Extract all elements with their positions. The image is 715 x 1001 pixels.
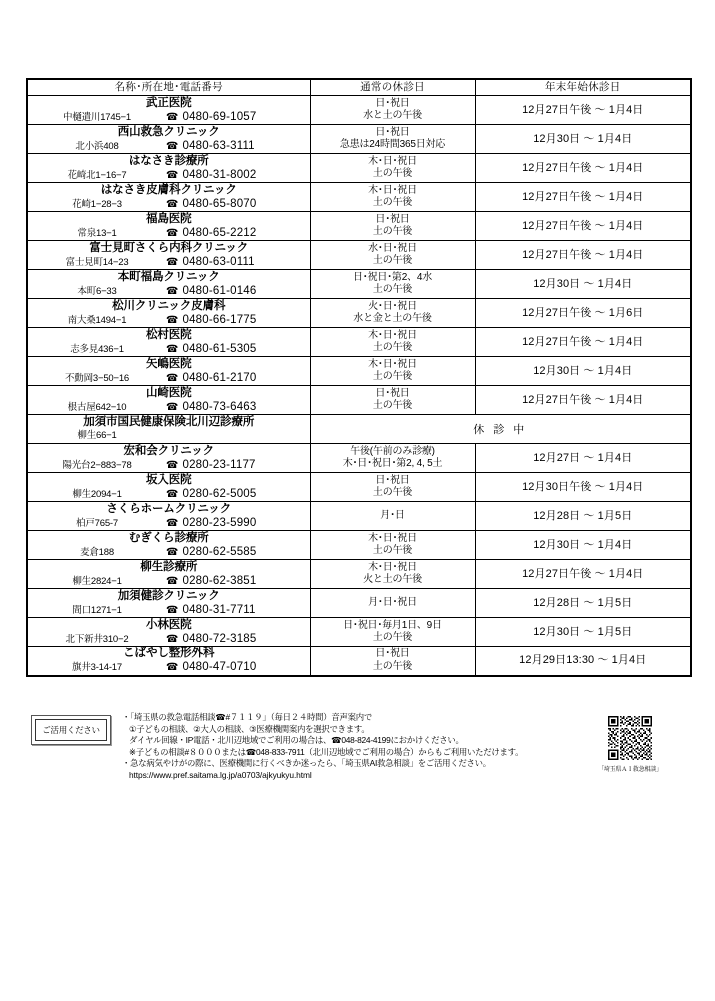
telephone-number: 0480-31-8002 [182, 168, 257, 181]
newyear-closed-cell: 12月28日 ～ 1月5日 [475, 502, 691, 531]
newyear-closed-cell: 12月30日 ～ 1月4日 [475, 531, 691, 560]
telephone-icon: ☎ [166, 575, 179, 587]
telephone-icon: ☎ [166, 343, 179, 355]
table-row [27, 531, 691, 560]
table-row [27, 589, 691, 618]
clinic-telephone[interactable] [166, 574, 257, 589]
column-header-name: 名称･所在地･電話番号 [27, 79, 310, 96]
regular-closed-line1: 火･日･祝日 [368, 300, 417, 312]
clinic-telephone[interactable] [166, 400, 257, 415]
clinic-name: 小林医院 [145, 618, 192, 631]
clinic-name-cell [27, 241, 310, 270]
clinic-address: 柳生2824−1 [72, 575, 122, 587]
telephone-number: 0480-63-3111 [182, 139, 255, 152]
telephone-number: 0280-62-3851 [182, 574, 257, 587]
telephone-number: 0280-62-5585 [182, 545, 257, 558]
table-row [27, 154, 691, 183]
clinic-schedule-table [26, 78, 692, 677]
footer-note-line: ・急な病気やけがの際に、医療機関に行くべきか迷ったら、「埼玉県AI救急相談」をご活用ください。 [122, 758, 491, 769]
table-row [27, 357, 691, 386]
qr-code-block [575, 716, 685, 773]
regular-closed-cell [310, 502, 475, 531]
clinic-name: 松村医院 [145, 328, 192, 341]
regular-closed-line2: 土の午後 [372, 371, 413, 382]
newyear-closed-cell: 12月30日 ～ 1月4日 [475, 357, 691, 386]
telephone-number: 0480-65-2212 [182, 226, 257, 239]
telephone-icon: ☎ [166, 662, 179, 674]
regular-closed-cell [310, 270, 475, 299]
clinic-name-cell [27, 183, 310, 212]
clinic-address: 柳生66−1 [77, 429, 117, 441]
telephone-icon: ☎ [166, 198, 179, 210]
clinic-address: 柳生2094−1 [72, 488, 122, 500]
footer-note-line: ・「埼玉県の救急電話相談☎#７１１９」（毎日２４時間）音声案内で [122, 712, 372, 722]
clinic-name: 武正医院 [145, 96, 192, 109]
regular-closed-line1: 日･祝日 [375, 213, 410, 225]
regular-closed-line2: 土の午後 [372, 487, 413, 498]
regular-closed-line2: 土の午後 [372, 342, 413, 353]
clinic-name-cell [27, 444, 310, 473]
telephone-icon: ☎ [166, 488, 179, 500]
use-this-callout-box [31, 715, 111, 745]
clinic-name: 柳生診療所 [140, 560, 198, 573]
clinic-address: 旗井3-14-17 [72, 662, 122, 674]
regular-closed-cell [310, 183, 475, 212]
clinic-telephone[interactable] [166, 603, 256, 618]
regular-closed-line2: 土の午後 [372, 255, 413, 266]
clinic-telephone[interactable] [166, 110, 257, 125]
regular-closed-cell [310, 560, 475, 589]
table-row [27, 212, 691, 241]
column-header-regular-closed: 通常の休診日 [310, 79, 475, 96]
table-row [27, 560, 691, 589]
clinic-address: 根古屋642−10 [67, 401, 127, 413]
qr-code-icon[interactable] [608, 716, 652, 760]
regular-closed-line1: 月･日･祝日 [368, 596, 417, 608]
clinic-name: 加須市国民健康保険北川辺診療所 [83, 415, 255, 428]
regular-closed-line2: 急患は24時間365日対応 [339, 139, 446, 150]
clinic-address-tel-line [28, 458, 310, 472]
telephone-icon: ☎ [166, 517, 179, 529]
clinic-telephone[interactable] [166, 226, 257, 241]
table-row [27, 241, 691, 270]
regular-closed-line1: 日･祝日 [375, 474, 410, 486]
newyear-closed-cell: 12月29日13:30 ～ 1月4日 [475, 647, 691, 676]
newyear-closed-cell: 12月27日午後 ～ 1月4日 [475, 183, 691, 212]
newyear-closed-cell: 12月27日午後 ～ 1月4日 [475, 241, 691, 270]
telephone-number: 0480-61-0146 [182, 284, 257, 297]
clinic-address: 中樋遣川1745−1 [63, 111, 131, 123]
table-row [27, 473, 691, 502]
clinic-address-tel-line [28, 660, 310, 674]
clinic-address-tel-line [28, 545, 310, 559]
regular-closed-cell [310, 241, 475, 270]
clinic-address-tel-line [28, 284, 310, 298]
table-row [27, 183, 691, 212]
footer-note-line: ※子どもの相談#８０００または☎048-833-7911（北川辺地域でご利用の場合）からもご利用いただけます。 [129, 746, 524, 757]
clinic-address-tel-line [28, 516, 310, 530]
clinic-name: はなさき皮膚科クリニック [100, 183, 237, 196]
telephone-number: 0480-63-0111 [182, 255, 255, 268]
clinic-address-tel-line [28, 313, 310, 327]
telephone-number: 0480-61-5305 [182, 342, 257, 355]
clinic-name-cell [27, 270, 310, 299]
regular-closed-cell [310, 299, 475, 328]
clinic-address-tel-line [28, 110, 310, 124]
clinic-address: 北下新井310−2 [65, 633, 129, 645]
clinic-address-tel-line [28, 487, 310, 501]
newyear-closed-cell: 12月27日午後 ～ 1月4日 [475, 212, 691, 241]
clinic-name: 坂入医院 [145, 473, 192, 486]
clinic-address: 北小浜408 [75, 140, 119, 152]
clinic-name-cell [27, 212, 310, 241]
table-row [27, 328, 691, 357]
regular-closed-cell [310, 357, 475, 386]
clinic-telephone[interactable] [166, 342, 257, 357]
clinic-name: 本町福島クリニック [117, 270, 220, 283]
clinic-address: 柏戸765-7 [76, 517, 118, 529]
table-header [27, 79, 691, 96]
clinic-name-cell [27, 647, 310, 676]
clinic-address-tel-line [28, 632, 310, 646]
telephone-icon: ☎ [166, 372, 179, 384]
table-row [27, 386, 691, 415]
footer-note-line: ダイヤル回線・IP電話・北川辺地域でご利用の場合は、☎048-824-4199におかけください。 [129, 735, 464, 746]
regular-closed-cell [310, 473, 475, 502]
clinic-address: 志多見436−1 [70, 343, 124, 355]
telephone-icon: ☎ [166, 401, 179, 413]
footer-notes [122, 712, 562, 782]
regular-closed-line1: 木･日･祝日 [368, 329, 417, 341]
clinic-name-cell [27, 415, 310, 444]
clinic-address: 不動岡3−50−16 [64, 372, 129, 384]
clinic-name: はなさき診療所 [128, 154, 209, 167]
clinic-telephone[interactable] [166, 255, 255, 270]
clinic-name-cell [27, 560, 310, 589]
clinic-telephone[interactable] [166, 458, 256, 473]
table-row [27, 618, 691, 647]
clinic-telephone[interactable] [166, 197, 257, 212]
clinic-name: 西山救急クリニック [117, 125, 220, 138]
regular-closed-cell [310, 328, 475, 357]
regular-closed-line1: 木･日･祝日 [368, 184, 417, 196]
regular-closed-line2: 土の午後 [372, 226, 413, 237]
clinic-name: 宏和会クリニック [123, 444, 214, 457]
regular-closed-cell [310, 618, 475, 647]
clinic-name: むぎくら診療所 [128, 531, 209, 544]
regular-closed-cell [310, 531, 475, 560]
telephone-icon: ☎ [166, 459, 179, 471]
regular-closed-cell [310, 647, 475, 676]
newyear-closed-cell: 12月27日午後 ～ 1月6日 [475, 299, 691, 328]
telephone-number: 0280-62-5005 [182, 487, 257, 500]
regular-closed-line1: 日･祝日 [375, 648, 410, 660]
regular-closed-line2: 水と土の午後 [363, 110, 422, 121]
regular-closed-line2: 水と金と土の午後 [353, 313, 432, 324]
regular-closed-cell [310, 154, 475, 183]
newyear-closed-cell: 12月30日午後 ～ 1月4日 [475, 473, 691, 502]
clinic-address: 麦倉188 [80, 546, 114, 558]
telephone-number: 0480-47-0710 [182, 661, 257, 674]
regular-closed-line2: 土の午後 [372, 284, 413, 295]
regular-closed-line2: 土の午後 [372, 197, 413, 208]
clinic-name-cell [27, 589, 310, 618]
telephone-icon: ☎ [166, 314, 179, 326]
regular-closed-line1: 水･日･祝日 [368, 242, 417, 254]
clinic-address-tel-line [28, 139, 310, 153]
clinic-name-cell [27, 386, 310, 415]
regular-closed-line2: 木･日･祝日･第2, 4, 5土 [342, 458, 443, 469]
regular-closed-line1: 木･日･祝日 [368, 561, 417, 573]
footer-note-line: ①子どもの相談、②大人の相談、③医療機関案内を選択できます。 [129, 723, 370, 734]
telephone-number: 0280-23-5990 [182, 516, 257, 529]
clinic-name-cell [27, 96, 310, 125]
newyear-closed-cell: 12月27日 ～ 1月4日 [475, 444, 691, 473]
regular-closed-line2: 土の午後 [372, 660, 413, 672]
clinic-address: 常泉13−1 [77, 227, 117, 239]
clinic-address-tel-line [28, 255, 310, 269]
regular-closed-cell [310, 589, 475, 618]
clinic-name: 松川クリニック皮膚科 [112, 299, 226, 312]
clinic-address-tel-line [28, 400, 310, 414]
footer-note-line[interactable]: https://www.pref.saitama.lg.jp/a0703/ajkyukyu.html [129, 769, 312, 780]
clinic-address: 間口1271−1 [72, 604, 122, 616]
newyear-closed-cell: 12月30日 ～ 1月5日 [475, 618, 691, 647]
telephone-icon: ☎ [166, 227, 179, 239]
table-row [27, 444, 691, 473]
clinic-telephone[interactable] [166, 284, 257, 299]
telephone-icon: ☎ [166, 285, 179, 297]
telephone-icon: ☎ [166, 140, 179, 152]
clinic-name: 矢嶋医院 [145, 357, 192, 370]
clinic-address-tel-line [28, 197, 310, 211]
column-header-newyear-closed: 年末年始休診日 [475, 79, 691, 96]
regular-closed-line2: 土の午後 [372, 400, 413, 411]
telephone-number: 0480-31-7711 [182, 603, 256, 616]
telephone-number: 0480-61-2170 [182, 371, 257, 384]
newyear-closed-cell: 12月27日午後 ～ 1月4日 [475, 154, 691, 183]
clinic-telephone[interactable] [166, 545, 257, 560]
regular-closed-line2: 土の午後 [372, 168, 413, 179]
clinic-name: 福島医院 [145, 212, 192, 225]
newyear-closed-cell: 12月27日午後 ～ 1月4日 [475, 328, 691, 357]
clinic-address: 花崎1−28−3 [72, 198, 122, 210]
regular-closed-line1: 木･日･祝日 [368, 532, 417, 544]
closed-notice-cell: 休 診 中 [310, 415, 691, 444]
table-row [27, 415, 691, 444]
regular-closed-line1: 月･日 [380, 509, 405, 521]
telephone-number: 0480-65-8070 [182, 197, 257, 210]
telephone-icon: ☎ [166, 546, 179, 558]
table-row [27, 299, 691, 328]
clinic-name-cell [27, 357, 310, 386]
clinic-name: 山崎医院 [145, 386, 192, 399]
regular-closed-line1: 木･日･祝日 [368, 358, 417, 370]
clinic-telephone[interactable] [166, 168, 257, 183]
qr-code-caption: 「埼玉県ＡＩ救急相談」 [598, 767, 662, 773]
clinic-telephone[interactable] [166, 487, 257, 502]
schedule-table-container [26, 78, 690, 677]
clinic-address: 南大桑1494−1 [67, 314, 127, 326]
regular-closed-line2: 土の午後 [372, 545, 413, 556]
newyear-closed-cell: 12月27日午後 ～ 1月4日 [475, 386, 691, 415]
regular-closed-line1: 日･祝日･毎月1日、9日 [343, 619, 442, 631]
clinic-address-tel-line [28, 342, 310, 356]
newyear-closed-cell: 12月30日 ～ 1月4日 [475, 125, 691, 154]
newyear-closed-cell: 12月27日午後 ～ 1月4日 [475, 96, 691, 125]
telephone-number: 0280-23-1177 [182, 458, 256, 471]
clinic-address-tel-line [28, 226, 310, 240]
clinic-telephone[interactable] [166, 660, 257, 675]
clinic-address: 陽光台2−883−78 [62, 459, 132, 471]
clinic-name-cell [27, 473, 310, 502]
clinic-name-cell [27, 328, 310, 357]
newyear-closed-cell: 12月28日 ～ 1月5日 [475, 589, 691, 618]
table-header-row [27, 79, 691, 96]
table-row [27, 647, 691, 676]
telephone-number: 0480-72-3185 [182, 632, 257, 645]
telephone-icon: ☎ [166, 256, 179, 268]
clinic-telephone[interactable] [166, 139, 255, 154]
clinic-address-tel-line [28, 168, 310, 182]
clinic-name: 富士見町さくら内科クリニック [89, 241, 249, 254]
telephone-icon: ☎ [166, 111, 179, 123]
regular-closed-line1: 木･日･祝日 [368, 155, 417, 167]
clinic-name-cell [27, 618, 310, 647]
clinic-address-tel-line [28, 603, 310, 617]
telephone-number: 0480-73-6463 [182, 400, 257, 413]
telephone-icon: ☎ [166, 604, 179, 616]
table-row [27, 270, 691, 299]
clinic-name-cell [27, 502, 310, 531]
clinic-name-cell [27, 531, 310, 560]
telephone-icon: ☎ [166, 169, 179, 181]
clinic-name: こばやし整形外科 [123, 647, 215, 660]
newyear-closed-cell: 12月27日午後 ～ 1月4日 [475, 560, 691, 589]
clinic-address-tel-line [28, 429, 310, 443]
clinic-name: さくらホームクリニック [106, 502, 232, 515]
footer-section [26, 710, 690, 795]
clinic-telephone[interactable] [166, 632, 257, 647]
clinic-telephone[interactable] [166, 313, 257, 328]
regular-closed-cell [310, 212, 475, 241]
regular-closed-line1: 午後(午前のみ診療) [350, 445, 435, 457]
regular-closed-cell [310, 125, 475, 154]
clinic-address-tel-line [28, 371, 310, 385]
regular-closed-line1: 日･祝日 [375, 126, 410, 138]
table-body [27, 96, 691, 676]
table-row [27, 125, 691, 154]
clinic-telephone[interactable] [166, 371, 257, 386]
use-this-callout-label: ご活用ください [35, 719, 107, 741]
table-row [27, 502, 691, 531]
clinic-telephone[interactable] [166, 516, 257, 531]
clinic-name-cell [27, 154, 310, 183]
clinic-name-cell [27, 125, 310, 154]
clinic-name-cell [27, 299, 310, 328]
newyear-closed-cell: 12月30日 ～ 1月4日 [475, 270, 691, 299]
regular-closed-line1: 日･祝日 [375, 97, 410, 109]
clinic-address: 富士見町14−23 [65, 256, 129, 268]
regular-closed-line2: 火と土の午後 [363, 574, 422, 585]
telephone-number: 0480-69-1057 [182, 110, 257, 123]
regular-closed-line1: 日･祝日 [375, 387, 410, 399]
table-row [27, 96, 691, 125]
regular-closed-cell [310, 96, 475, 125]
clinic-address: 花崎北1−16−7 [67, 169, 127, 181]
regular-closed-cell [310, 444, 475, 473]
telephone-number: 0480-66-1775 [182, 313, 257, 326]
clinic-address: 本町6−33 [77, 285, 117, 297]
regular-closed-line1: 日･祝日･第2、4水 [352, 271, 433, 283]
regular-closed-line2: 土の午後 [372, 632, 413, 643]
telephone-icon: ☎ [166, 633, 179, 645]
regular-closed-cell [310, 386, 475, 415]
clinic-name: 加須健診クリニック [117, 589, 220, 602]
clinic-address-tel-line [28, 574, 310, 588]
